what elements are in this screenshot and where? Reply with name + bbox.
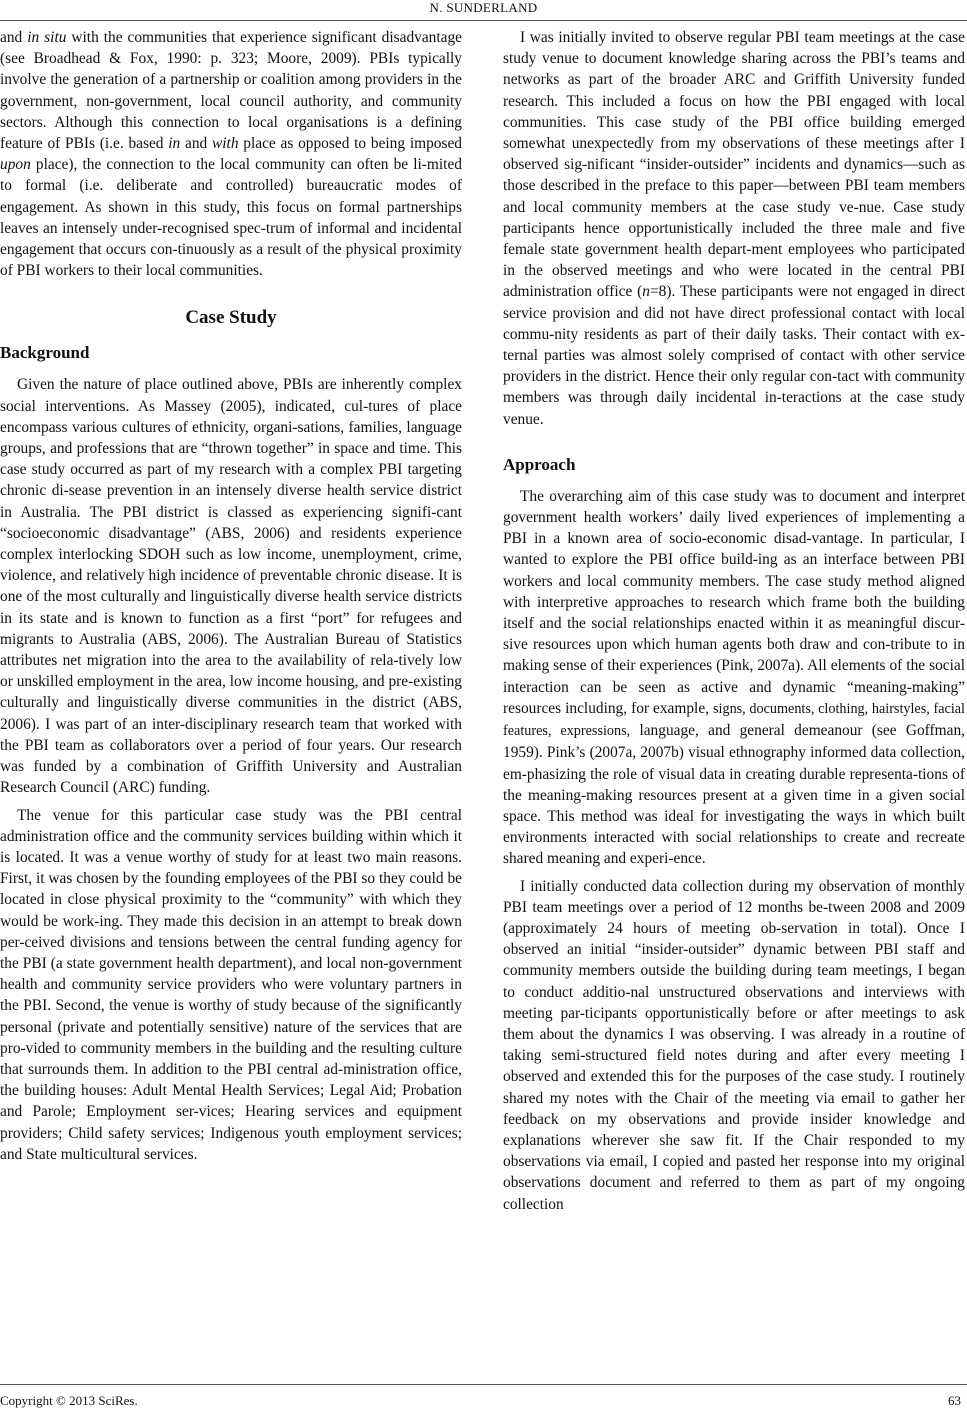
paragraph-intro-continued: and in situ with the communities that experience significant disadvantage (see Broadhead & Fox, 1990: p. 323; Moore, 2009). PBIs typically involve the generation of a partnership or coalition among providers in the government, non-government, local council authority, and community sectors. Although this connection to local organisations is a defining feature of PBIs (i.e. based in and with place as opposed to being imposed upon place), the connection to the local community can often be li-mited to formal (i.e. deliberate and controlled) bureaucratic modes of engagement. As shown in this study, this focus on formal partnerships leaves an intensely under-recognised spec-trum of informal and incidental engagement that occurs con-tinuously as a result of the physical proximity of PBI workers to their local communities.	[0, 29, 463, 280]
page-number: 63	[948, 1393, 961, 1408]
subheading-background: Background	[0, 343, 90, 363]
paragraph-background-3: I was initially invited to observe regular PBI team meetings at the case study venue to document knowledge sharing across the PBI’s teams and networks as part of the broader ARC and Griffith University funded research. This included a focus on how the PBI engaged with local communities. This case study of the PBI office building emerged somewhat unexpectedly from my observations of these meetings after I observed sig-nificant “insider-outsider” incidents and dynamics—such as those described in the preface to this paper—between PBI team members and local community members at the case study ve-nue. Case study participants hence opportunistically included the three male and five female state government health depart-ment employees who participated in the observed meetings and who were located in the central PBI administration office (n=8). These participants were not engaged in direct service provision and did not have direct professional contact with local commu-nity residents as part of their daily tasks. Their contact with ex-ternal parties was almost solely comprised of contact with other service providers in the district. Hence their only regular con-tact with community members was through daily incidental in-teractions at the case study venue.	[503, 29, 965, 428]
footer-copyright: Copyright © 2013 SciRes.	[0, 1393, 138, 1408]
running-head: N. SUNDERLAND	[429, 0, 538, 15]
paragraph-approach-1: The overarching aim of this case study was to document and interpret government health workers’ daily lived experiences of implementing a PBI in a known area of socio-economic disad-vantage. In particular, I wanted to explore the PBI office build-ing as an interface between PBI workers and local community members. The case study method aligned with interpretive approaches to research which frame both the building itself and the social relationships enacted within it as meaningful discur-sive resources upon which human agents both draw and con-tribute to in making sense of their experiences (Pink, 2007a). All elements of the social interaction can be seen as active and dynamic “meaning-making” resources including, for example, signs, documents, clothing, hairstyles, facial features, expressions, language, and general demeanour (see Goffman, 1959). Pink’s (2007a, 2007b) visual ethnography informed data collection, em-phasizing the role of visual data in creating durable representa-tions of the meaning-making resources present at a given time in a given social space. This method was ideal for investigating the ways in which built environments interacted with social relationships to create and recreate shared meaning and experi-ence.	[503, 487, 965, 868]
section-heading-case-study: Case Study	[185, 307, 277, 329]
paragraph-background-1: Given the nature of place outlined above, PBIs are inherently complex social interventions. As Massey (2005), indicated, cul-tures of place encompass various cultures of ethnicity, organi-sations, families, language groups, and professions that are “thrown together” in space and time. This case study occurred as part of my research with a complex PBI targeting chronic di-sease prevention in an intensely diverse health service district in Australia. The PBI district is classed as experiencing signifi-cant “socioeconomic disadvantage” (ABS, 2006) and residents experience complex interlocking SDOH such as low income, unemployment, crime, violence, and relatively high incidence of preventable chronic disease. It is one of the most culturally and linguistically diverse health service districts in its state and is known to function as a first “port” for refugees and migrants to Australia (ABS, 2006). The Australian Bureau of Statistics attributes net migration into the area to the availability of rela-tively low or unskilled employment in the area, low income housing, and pre-existing culturally and linguistically diverse communities in the district (ABS, 2006). I was part of an inter-disciplinary research team that worked with the PBI team as collaborators over a period of four years. Our research was funded by a combination of Griffith University and Australian Research Council (ARC) funding.	[0, 376, 462, 797]
footer-rule	[0, 1384, 967, 1385]
paragraph-approach-2: I initially conducted data collection during my observation of monthly PBI team meetings over a period of 12 months be-tween 2008 and 2009 (approximately 24 hours of meeting ob-servation in total). Once I observed an initial “insider-outsider” dynamic between PBI staff and community members outside the building during team meetings, I began to conduct additio-nal unstructured observations and interviews with meeting par-ticipants opportunistically before or after meetings to ask them about the dynamics I was observing. I was already in a routine of taking semi-structured field notes during and after every meeting I observed and extended this for the purposes of the case study. I routinely shared my notes with the Chair of the meeting via email to gather her feedback on my observations and provide insider knowledge and explanations wherever she saw fit. If the Chair responded to my observations via email, I copied and pasted her response into my original observations document and referred to them as part of my ongoing collection	[503, 877, 965, 1213]
subheading-approach: Approach	[503, 454, 576, 474]
right-column	[503, 27, 965, 1215]
paragraph-background-2: The venue for this particular case study was the PBI central administration office and the community services building within which it is located. It was a venue worthy of study for at least two main reasons. First, it was chosen by the founding employees of the PBI so they could be located in close physical proximity to the “community” with which they would be work-ing. They made this decision in an attempt to break down per-ceived divisions and tensions between the central funding agency for the PBI (a state government health department), and local non-government health and community service providers who were voluntary partners in the PBI. Second, the venue is worthy of study because of the significantly personal (private and potentially sensitive) nature of the services that are pro-vided to community members in the building and the resulting culture that surrounds them. In addition to the PBI central ad-ministration office, the building houses: Adult Mental Health Services; Legal Aid; Probation and Parole; Employment ser-vices; Hearing services and equipment providers; Child safety services; Indigenous youth employment services; and State multicultural services.	[0, 806, 462, 1163]
left-column	[0, 27, 462, 1165]
header-rule	[0, 20, 967, 21]
